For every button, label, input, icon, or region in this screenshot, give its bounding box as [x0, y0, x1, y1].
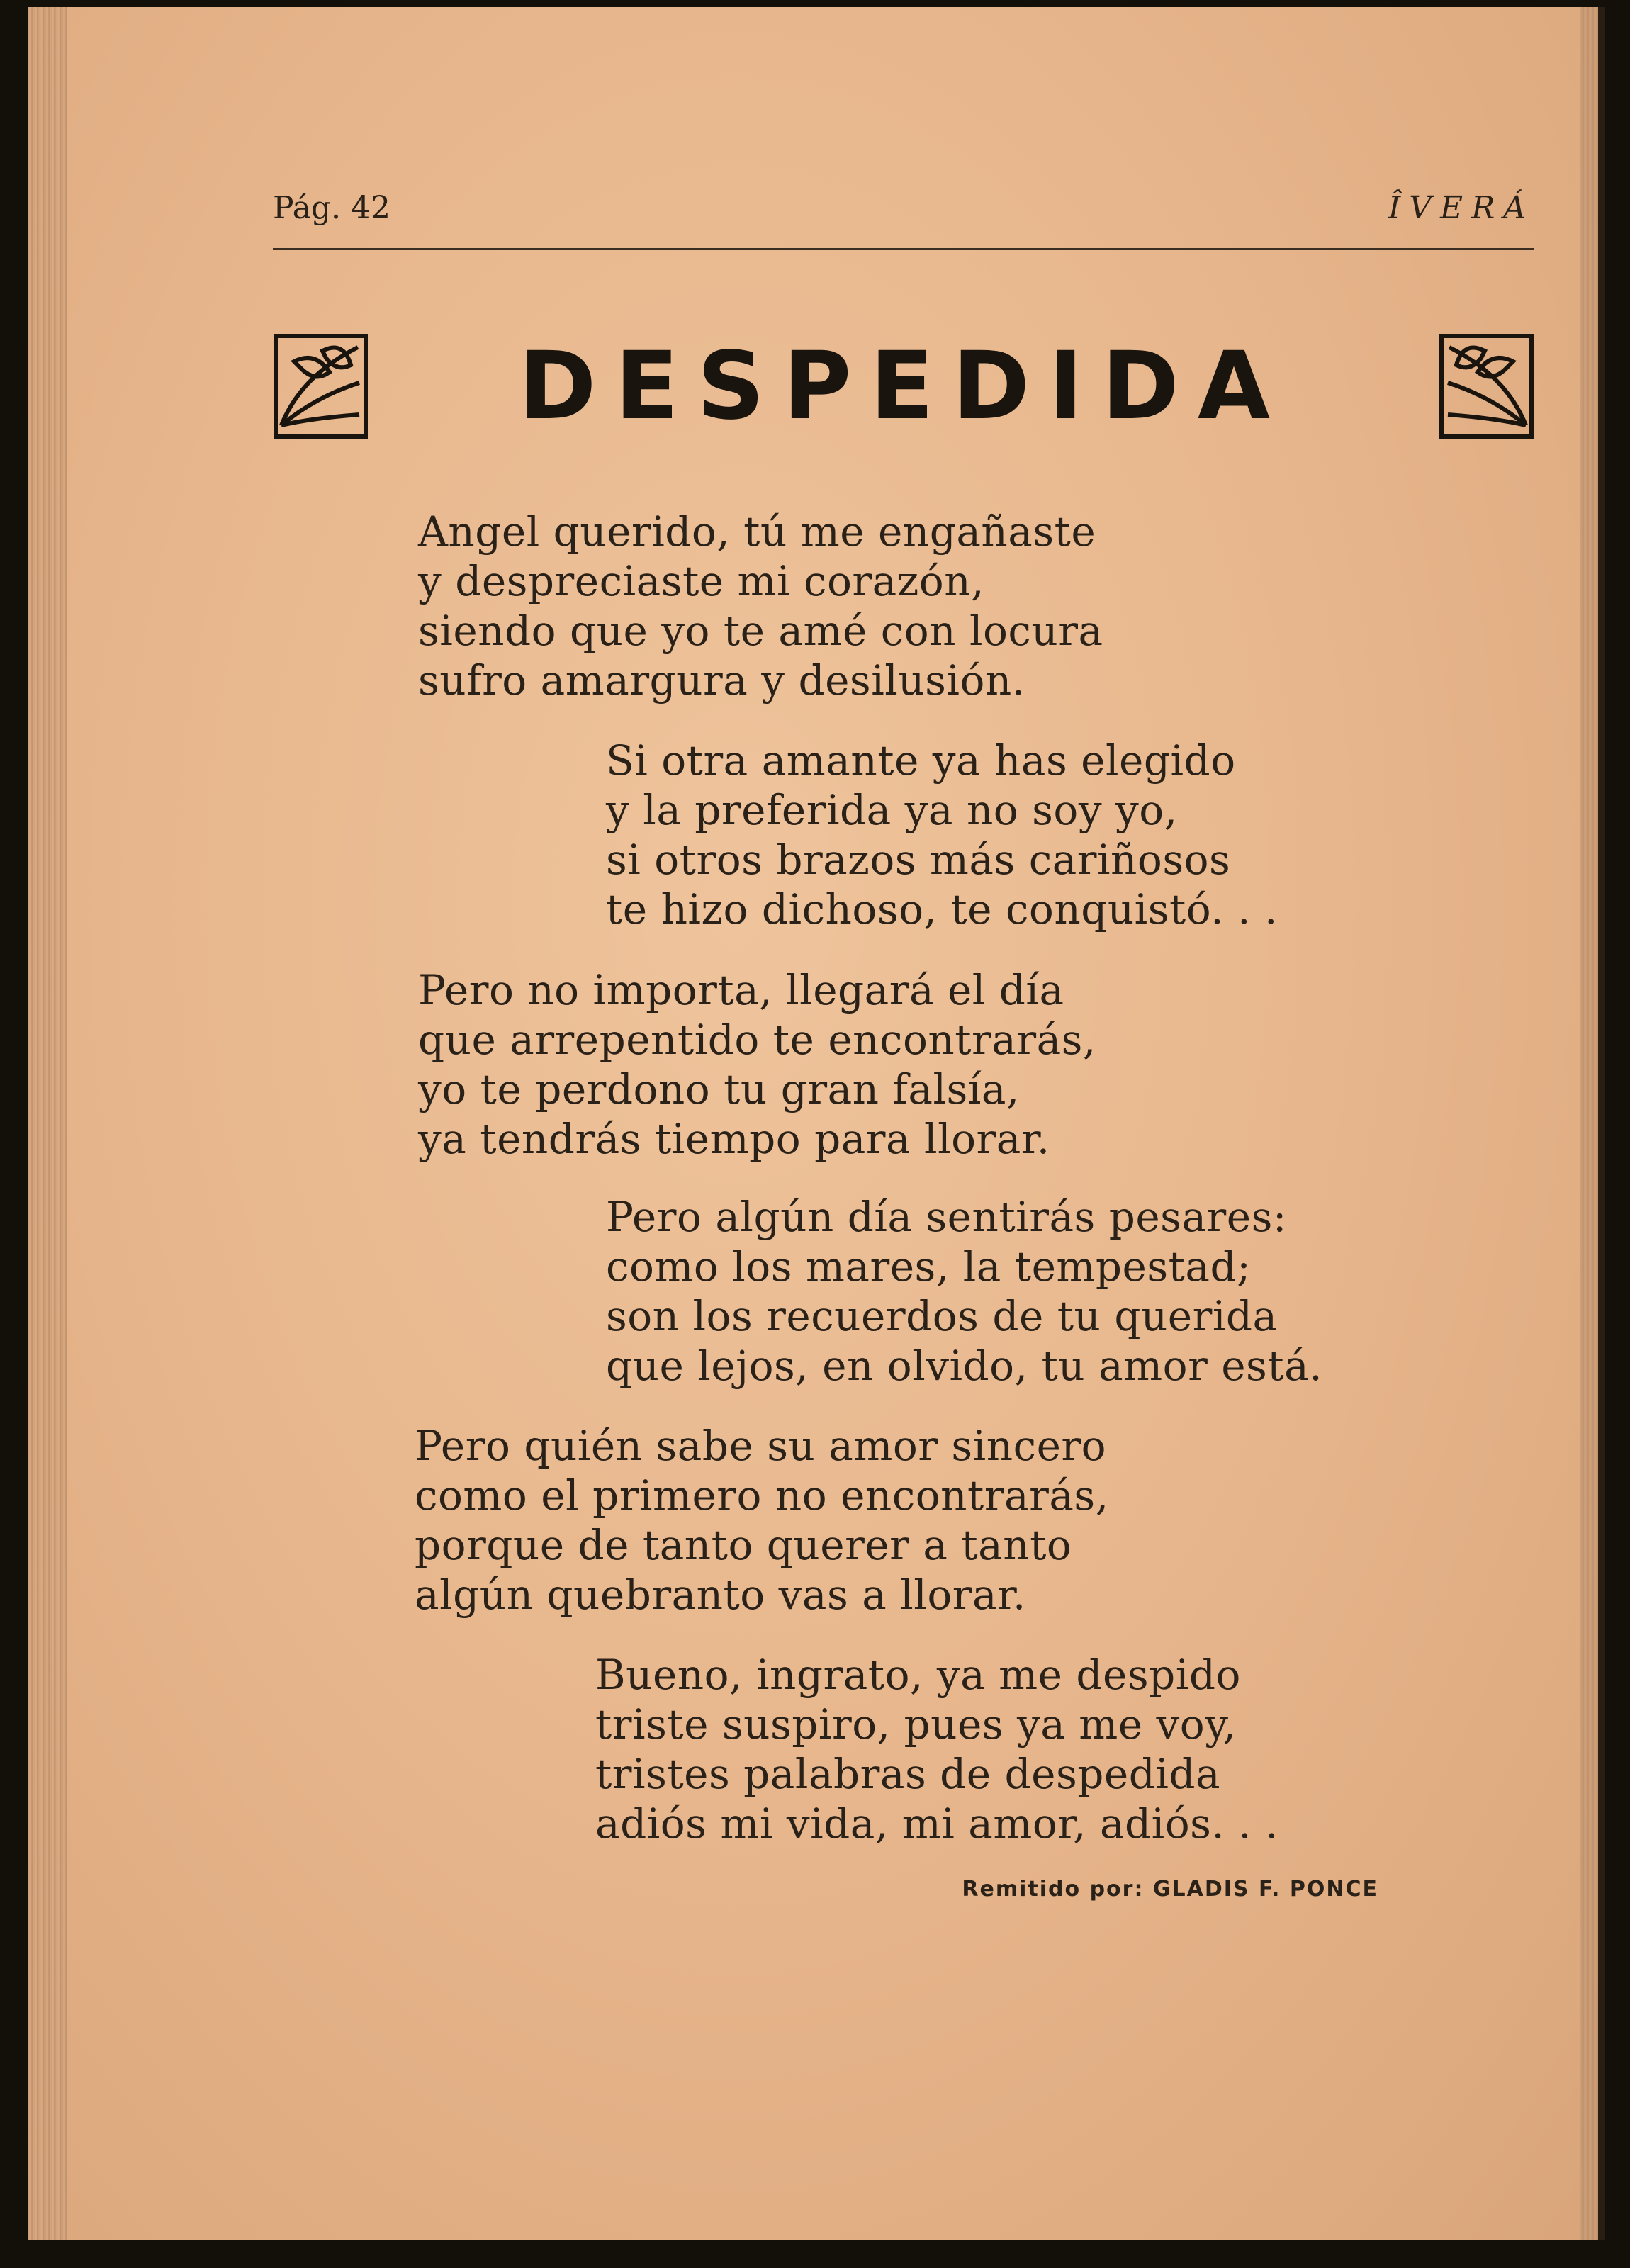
verse-line: Si otra amante ya has elegido: [606, 736, 1236, 785]
stanza-5: [415, 1421, 1109, 1619]
verse-line: son los recuerdos de tu querida: [606, 1292, 1278, 1340]
verse-line: si otros brazos más cariñosos: [606, 836, 1231, 884]
verse-line: Bueno, ingrato, ya me despido: [595, 1651, 1241, 1699]
floral-ornament-icon: [1439, 333, 1534, 439]
stanza-3: [418, 965, 1096, 1164]
title-row: [273, 333, 1534, 454]
verse-line: y la preferida ya no soy yo,: [606, 786, 1178, 834]
verse-line: yo te perdono tu gran falsía,: [418, 1065, 1020, 1113]
stanza-4: [606, 1192, 1322, 1391]
verse-line: sufro amargura y desilusión.: [418, 656, 1025, 704]
page-header: [273, 190, 1534, 240]
verse-line: tristes palabras de despedida: [595, 1750, 1221, 1798]
stanza-1: [418, 507, 1103, 705]
verse-line: Angel querido, tú me engañaste: [418, 507, 1096, 556]
book-spine: [1598, 7, 1605, 2240]
verse-line: Pero no importa, llegará el día: [418, 966, 1064, 1014]
signature: Remitido por: GLADIS F. PONCE: [962, 1877, 1378, 1902]
verse-line: que arrepentido te encontrarás,: [418, 1016, 1096, 1064]
page-edge-left: [28, 7, 67, 2240]
verse-line: como el primero no encontrarás,: [415, 1471, 1109, 1520]
verse-line: triste suspiro, pues ya me voy,: [595, 1700, 1237, 1748]
verse-line: Pero quién sabe su amor sincero: [415, 1422, 1107, 1470]
header-rule: [273, 248, 1534, 250]
book-page: [28, 7, 1605, 2240]
verse-line: algún quebranto vas a llorar.: [415, 1571, 1026, 1619]
verse-line: siendo que yo te amé con locura: [418, 607, 1103, 655]
page-number: Pág. 42: [273, 190, 390, 226]
poem-title: DESPEDIDA: [518, 332, 1289, 441]
verse-line: Pero algún día sentirás pesares:: [606, 1193, 1287, 1241]
journal-name: ÎVERÁ: [1388, 190, 1534, 226]
verse-line: te hizo dichoso, te conquistó. . .: [606, 885, 1278, 933]
verse-line: y despreciaste mi corazón,: [418, 557, 985, 605]
verse-line: ya tendrás tiempo para llorar.: [418, 1115, 1050, 1163]
stanza-2: [606, 736, 1278, 934]
stanza-6: [595, 1650, 1278, 1848]
verse-line: adiós mi vida, mi amor, adiós. . .: [595, 1800, 1279, 1848]
verse-line: como los mares, la tempestad;: [606, 1242, 1252, 1291]
verse-line: que lejos, en olvido, tu amor está.: [606, 1342, 1323, 1390]
verse-line: porque de tanto querer a tanto: [415, 1521, 1072, 1569]
